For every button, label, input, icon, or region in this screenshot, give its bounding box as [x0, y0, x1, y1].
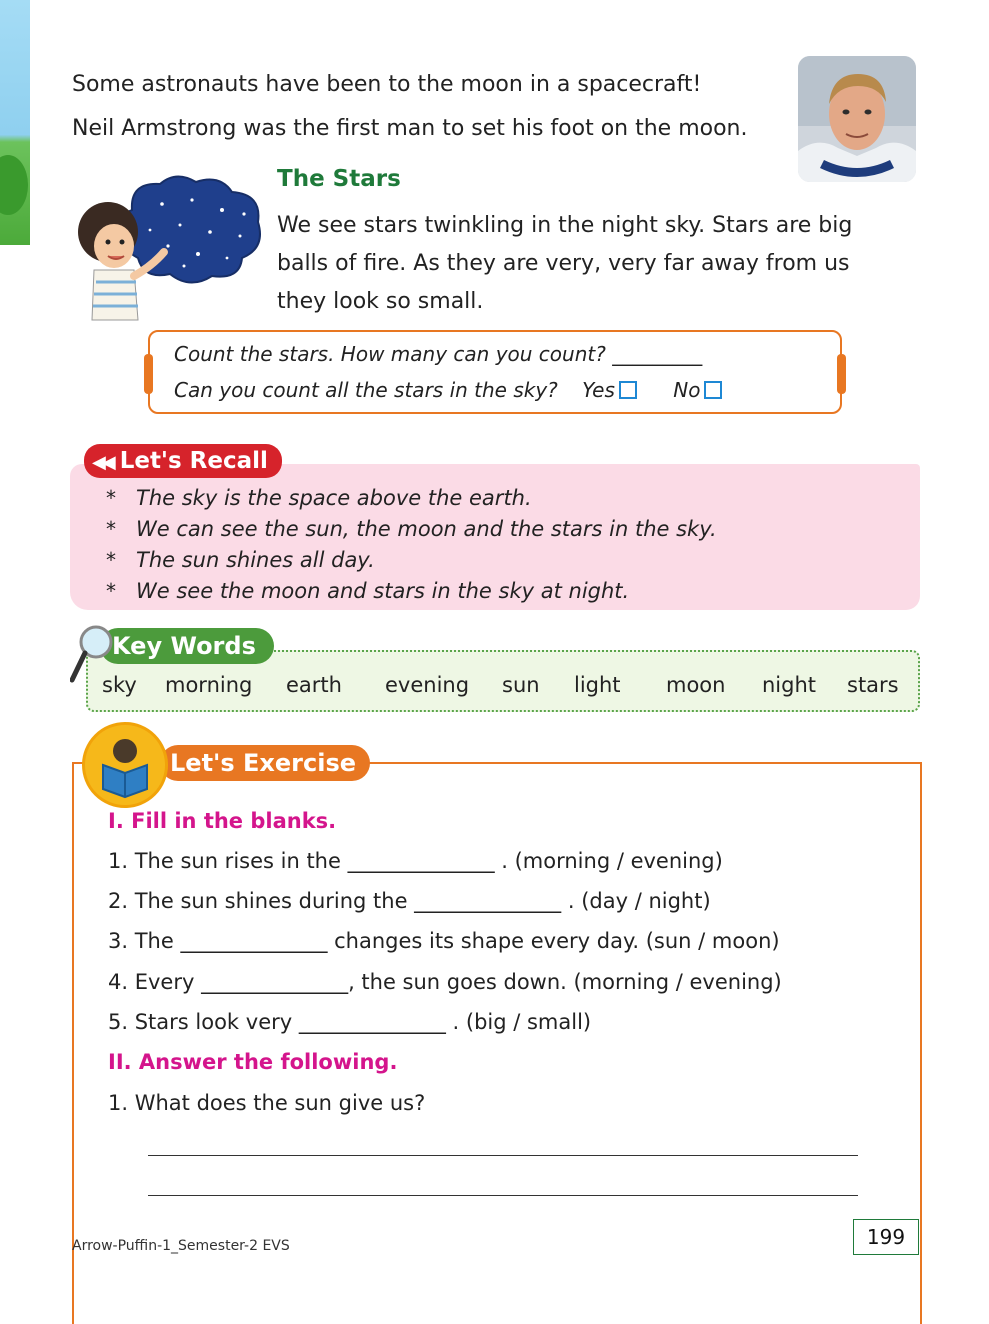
- exercise-title-tag: [160, 745, 370, 781]
- answer-line[interactable]: [148, 1155, 858, 1156]
- no-checkbox[interactable]: [704, 381, 722, 399]
- stars-paragraph-line-3: they look so small.: [277, 289, 484, 314]
- answer-question: 1. What does the sun give us?: [108, 1091, 426, 1115]
- yes-label: Yes: [582, 378, 615, 402]
- key-word: moon: [666, 673, 726, 697]
- key-words-title: Key Words: [112, 632, 256, 660]
- intro-line-2: Neil Armstrong was the first man to set his foot on the moon.: [72, 116, 748, 141]
- key-word: light: [574, 673, 621, 697]
- count-all-stars-question: [174, 378, 722, 402]
- fill-in-question: 2. The sun shines during the ______________ . (day / night): [108, 889, 711, 913]
- page-number: 199: [853, 1219, 919, 1255]
- recall-item: * The sun shines all day.: [106, 548, 375, 572]
- recall-item: * The sky is the space above the earth.: [106, 486, 532, 510]
- exercise-title: Let's Exercise: [170, 749, 357, 777]
- counting-question-box: [148, 330, 842, 414]
- stars-paragraph-line-2: balls of fire. As they are very, very far away from us: [277, 251, 850, 276]
- key-word: stars: [847, 673, 899, 697]
- yes-checkbox[interactable]: [619, 381, 637, 399]
- count-stars-question: Count the stars. How many can you count? _________: [174, 342, 703, 366]
- recall-item: * We see the moon and stars in the sky at night.: [106, 579, 630, 603]
- box-left-bar: [144, 354, 153, 394]
- recall-title-tag: [84, 444, 282, 478]
- stars-heading: The Stars: [277, 166, 401, 192]
- recall-item: * We can see the sun, the moon and the stars in the sky.: [106, 517, 717, 541]
- key-word: sun: [502, 673, 540, 697]
- fill-in-question: 5. Stars look very ______________ . (big / small): [108, 1010, 592, 1034]
- box-right-bar: [837, 354, 846, 394]
- section-fill-in-the-blanks-title: I. Fill in the blanks.: [108, 809, 337, 833]
- rewind-icon: ◀◀: [92, 452, 112, 473]
- boy-with-stars-illustration: [72, 170, 267, 330]
- answer-line[interactable]: [148, 1195, 858, 1196]
- astronaut-photo: [798, 56, 916, 182]
- no-label: No: [673, 378, 701, 402]
- book-title-footer: Arrow-Puffin-1_Semester-2 EVS: [72, 1238, 290, 1254]
- key-words-title-tag: [100, 628, 274, 664]
- left-decorative-strip: [0, 0, 30, 245]
- key-word: night: [762, 673, 817, 697]
- stars-paragraph-line-1: We see stars twinkling in the night sky. Stars are big: [277, 213, 853, 238]
- recall-title: Let's Recall: [119, 448, 268, 474]
- fill-in-question: 3. The ______________ changes its shape every day. (sun / moon): [108, 929, 780, 953]
- count-all-stars-text: Can you count all the stars in the sky?: [174, 378, 558, 402]
- key-word: sky: [102, 673, 137, 697]
- key-word: earth: [286, 673, 342, 697]
- section-answer-title: II. Answer the following.: [108, 1050, 398, 1074]
- fill-in-question: 4. Every ______________, the sun goes down. (morning / evening): [108, 970, 782, 994]
- intro-line-1: Some astronauts have been to the moon in a spacecraft!: [72, 72, 702, 97]
- key-word: morning: [165, 673, 253, 697]
- fill-in-question: 1. The sun rises in the ______________ . (morning / evening): [108, 849, 723, 873]
- reading-book-icon: [82, 722, 168, 808]
- key-word: evening: [385, 673, 470, 697]
